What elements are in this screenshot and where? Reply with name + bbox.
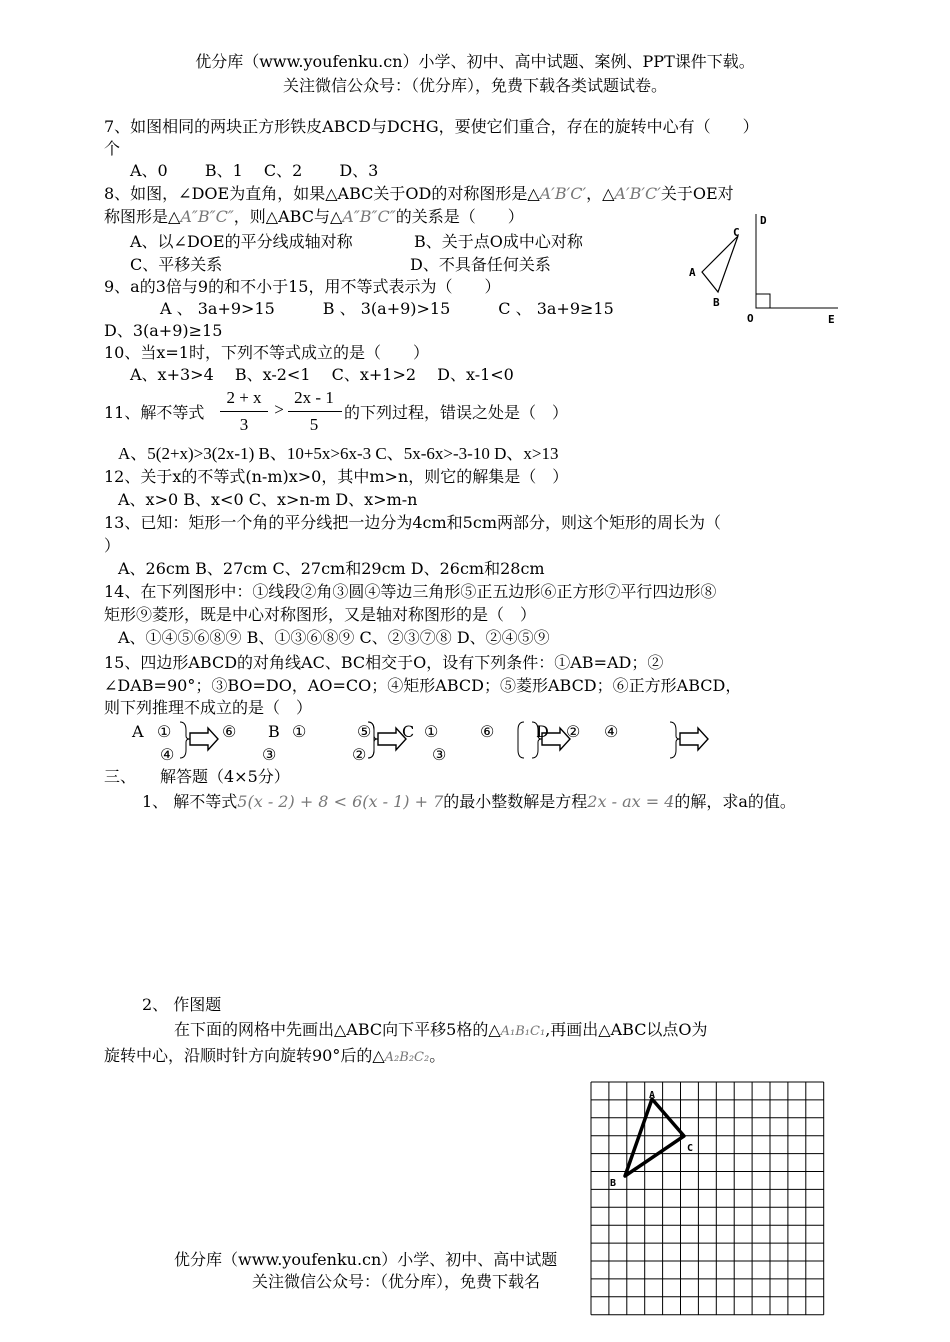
q9-option-d: D、3(a+9)≥15	[104, 321, 223, 340]
arrow-c-icon	[378, 728, 406, 750]
q11-gt: >	[274, 400, 284, 419]
q15-opt-d-bot: ③	[432, 745, 447, 764]
brace-d	[532, 722, 542, 758]
q8-option-a: A、以∠DOE的平分线成轴对称	[130, 232, 353, 251]
q13-stem: 13、已知：矩形一个角的平分线把一边分为4cm和5cm两部分，则这个矩形的周长为（	[104, 513, 721, 532]
q13-options: A、26cm B、27cm C、27cm和29cm D、26cm和28cm	[118, 559, 545, 578]
q11-stem-a: 11、解不等式	[104, 403, 205, 422]
q15-opt-b-res: ⑤	[357, 722, 372, 741]
q10-stem: 10、当x=1时，下列不等式成立的是（ ）	[104, 343, 429, 362]
q14-stem: 14、在下列图形中：①线段②角③圆④等边三角形⑤正五边形⑥正方形⑦平行四边形⑧	[104, 582, 717, 601]
q12-stem: 12、关于x的不等式(n-m)x>0，其中m>n，则它的解集是（ ）	[104, 467, 569, 486]
q8-option-b: B、关于点O成中心对称	[414, 232, 583, 251]
q15-opt-d-label: D	[536, 722, 549, 741]
grid-lines	[591, 1082, 824, 1315]
q15-stem-cont2: 则下列推理不成立的是（ ）	[104, 698, 313, 717]
q13-stem-cont: ）	[104, 536, 121, 555]
q12-options: A、x>0 B、x<0 C、x>n-m D、x>m-n	[118, 490, 418, 509]
p1-formula-2: 2x - ax = 4	[587, 792, 675, 811]
right-angle-mark	[756, 294, 770, 308]
triangle-abc	[702, 236, 738, 292]
section3-problem-2-line2: 旋转中心，沿顺时针方向旋转90°后的△A₂B₂C₂。	[104, 1046, 446, 1065]
q11-num-2: 2x - 1	[294, 388, 334, 407]
q15-opt-c-res: ⑥	[480, 722, 495, 741]
grid-label-b: B	[610, 1178, 617, 1189]
q15-opt-a-bot: ④	[160, 745, 175, 764]
q15-group-d	[518, 722, 570, 758]
q15-opt-c-label: C	[402, 722, 415, 741]
q11-den-2: 5	[309, 415, 319, 434]
header-line-1: 优分库（www.youfenku.cn）小学、初中、高中试题、案例、PPT课件下载。	[195, 52, 755, 71]
q10-options: A、x+3>4 B、x-2<1 C、x+1>2 D、x-1<0	[130, 365, 514, 384]
drawing-grid	[590, 1081, 830, 1321]
label-c: C	[733, 226, 740, 239]
p2-formula-2: A₂B₂C₂	[384, 1050, 430, 1065]
brace-c	[368, 722, 378, 758]
arrow-d-icon	[542, 728, 570, 750]
q14-stem-cont: 矩形⑨菱形，既是中心对称图形，又是轴对称图形的是（ ）	[104, 605, 537, 624]
q8-stem-line2: 称图形是△A″B″C″，则△ABC与△A″B″C″的关系是（ ）	[104, 207, 524, 226]
q8-dprime-1: A″B″C″	[180, 207, 234, 226]
q15-group-a	[180, 722, 218, 758]
header-line-2: 关注微信公众号：（优分库），免费下载各类试题试卷。	[282, 76, 667, 95]
q8-stem-line1: 8、如图，∠DOE为直角，如果△ABC关于OD的对称图形是△A′B′C′，△A′B′C′关于OE对	[104, 184, 734, 203]
section3-problem-2-line1: 在下面的网格中先画出△ABC向下平移5格的△A₁B₁C₁,再画出△ABC以点O为	[174, 1020, 708, 1039]
label-b: B	[713, 296, 720, 309]
q15-opt-d-res: ④	[604, 722, 619, 741]
q8-prime-2: A′B′C′	[614, 184, 661, 203]
p2-formula-1: A₁B₁C₁	[500, 1024, 546, 1039]
q15-opt-c-top: ①	[424, 722, 439, 741]
q15-braces-arrows	[170, 718, 720, 764]
q15-opt-a-top: ①	[157, 722, 172, 741]
label-d: D	[760, 214, 767, 227]
q15-stem: 15、四边形ABCD的对角线AC、BC相交于O，设有下列条件：①AB=AD；②	[104, 653, 664, 672]
label-o: O	[747, 312, 754, 325]
q15-opt-a-label: A	[132, 722, 144, 741]
grid-label-a: A	[649, 1090, 656, 1101]
label-a: A	[689, 266, 696, 279]
section3-problem-1: 1、 解不等式5(x - 2) + 8 < 6(x - 1) + 7的最小整数解是方程2x - ax = 4的解，求a的值。	[142, 792, 796, 811]
q7-options: A、0 B、1 C、2 D、3	[130, 161, 379, 180]
label-e: E	[828, 313, 835, 326]
q15-group-e	[670, 722, 708, 758]
q7-stem-cont: 个	[104, 139, 121, 158]
q8-prime-1: A′B′C′	[539, 184, 587, 203]
q11-stem-b: 的下列过程，错误之处是（ ）	[344, 403, 569, 422]
q7-stem: 7、如图相同的两块正方形铁皮ABCD与DCHG，要使它们重合，存在的旋转中心有（ ）	[104, 117, 759, 136]
q8-option-c: C、平移关系	[130, 255, 223, 274]
q15-opt-b-top: ①	[292, 722, 307, 741]
q11-frac-bar-1	[220, 411, 268, 412]
q15-opt-a-res: ⑥	[222, 722, 237, 741]
q15-opt-d-top: ②	[566, 722, 581, 741]
q15-opt-c-bot: ②	[352, 745, 367, 764]
q15-opt-b-bot: ③	[262, 745, 277, 764]
q8-dprime-2: A″B″C″	[342, 207, 396, 226]
arrow-e-icon	[680, 728, 708, 750]
q11-options: A、5(2+x)>3(2x-1) B、10+5x>6x-3 C、5x-6x>-3-10 D、x>13	[118, 444, 559, 463]
q15-stem-cont: ∠DAB=90°；③BO=DO，AO=CO；④矩形ABCD；⑤菱形ABCD；⑥正方形ABCD，	[104, 676, 742, 695]
q11-den-1: 3	[239, 415, 249, 434]
q11-frac-bar-2	[288, 411, 342, 412]
footer-line-2: 关注微信公众号：（优分库），免费下载名	[252, 1272, 541, 1291]
grid-label-c: C	[687, 1143, 694, 1154]
section3-title: 三、 解答题（4×5分）	[104, 767, 290, 786]
q15-opt-b-label: B	[268, 722, 280, 741]
footer-line-1: 优分库（www.youfenku.cn）小学、初中、高中试题	[174, 1250, 558, 1269]
q9-options: A 、 3a+9>15 B 、 3(a+9)>15 C 、 3a+9≥15	[160, 299, 614, 318]
brace-b-right	[368, 722, 374, 758]
brace-d-left	[518, 722, 524, 758]
p1-formula-1: 5(x - 2) + 8 < 6(x - 1) + 7	[237, 792, 444, 811]
section3-problem-2-title: 2、 作图题	[142, 995, 222, 1014]
q14-options: A、①④⑤⑥⑧⑨ B、①③⑥⑧⑨ C、②③⑦⑧ D、②④⑤⑨	[118, 628, 550, 647]
q8-figure	[680, 208, 850, 333]
q9-stem: 9、a的3倍与9的和不小于15，用不等式表示为（ ）	[104, 277, 501, 296]
arrow-a-icon	[190, 728, 218, 750]
brace-e	[670, 722, 680, 758]
triangle-abc-grid	[625, 1099, 684, 1176]
q8-option-d: D、不具备任何关系	[410, 255, 551, 274]
brace-a	[180, 722, 190, 758]
q11-num-1: 2 + x	[226, 388, 262, 407]
